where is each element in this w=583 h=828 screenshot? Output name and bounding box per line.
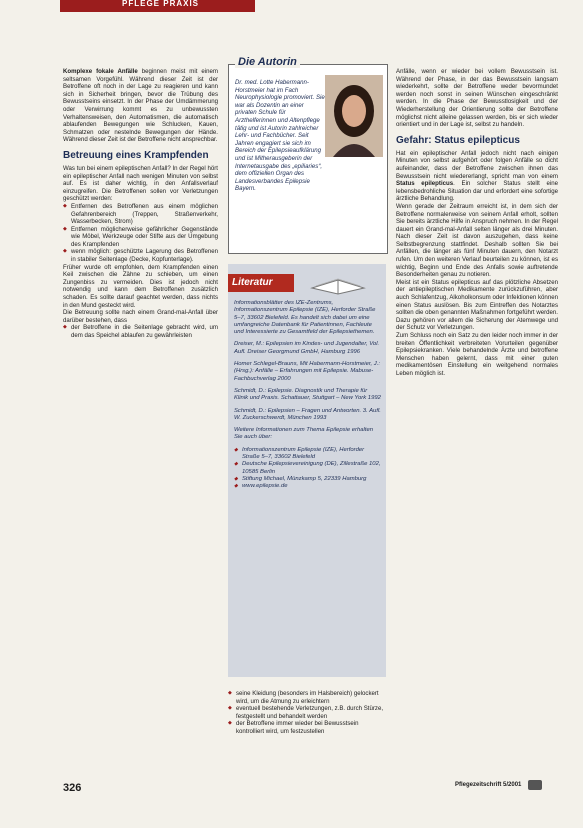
list-item: ◆ Stiftung Michael, Münzkamp 5, 22339 Hamburg [234,476,382,483]
paragraph: Meist ist ein Status epilepticus auf das plötzliche Absetzen der antiepileptischen Medikamente zurückzuführen, aber auch Schlafentzug, Alkoholkonsum oder Infektionen können einen Status auslösen. Bis zum Eintreffen des Notarztes sollten die oben genannten Maßnahmen fortgeführt werden. Dazu gehören vor allem die Sicherung der Atemwege und der Schutz vor Verletzungen. [396,278,558,332]
open-book-icon [308,266,368,296]
literature-list [234,300,382,491]
journal-logo-icon [528,780,542,790]
bullet-list [228,690,386,736]
literature-entry: Dreiser, M.: Epilepsien im Kindes- und Jugendalter, Vol. Aufl. Dreiser Georgmund GmbH, Hamburg 1996 [234,341,380,355]
paragraph: Wenn gerade der Zeitraum erreicht ist, in dem sich der Betroffene normalerweise von seinem Anfall erholt, sollten Sie bereits ärztliche Hilfe in Anspruch nehmen. In der Regel dauert ein Grand-mal-Anfall selten länger als drei Minuten. Nach dieser Zeit ist davon auszugehen, dass keine Selbstbegrenzung stattfindet. Deshalb sollten Sie bei Anfällen, die länger als fünf Minuten dauern, den Notarzt rufen. Um den weiteren Verlauf beurteilen zu können, ist es wichtig, Beginn und Ende des Anfalls sowie auftretende Besonderheiten genau zu notieren. [396,202,558,279]
author-bio: Dr. med. Lotte Habermann-Horstmeier hat im Fach Neurophysiologie promoviert. Sie war als Dozentin an einer privaten Schule für Arzthelferinnen und Altenpflege tätig und ist Autorin zahlreicher Lehr- und Fachbücher. Seit Jahren engagiert sie sich im Bereich der Epilepsieaufklärung und ist Mitherausgeberin der Internetausgabe des „epiliaries“, dem offiziellen Organ des Landesverbandes Epilepsie Bayern. [235,79,325,193]
paragraph: Zum Schluss noch ein Satz zu den leider noch immer in der breiten Öffentlichkeit verbreiteten Vorurteilen gegenüber Epilepsiekranken. Viele behandelnde Ärzte und betroffene Menschen haben gelernt, dass mit einer guten medikamentösen Einstellung ein weitgehend normales Leben möglich ist. [396,332,558,377]
portrait-image [325,75,383,157]
list-item: ◆ wenn möglich: geschützte Lagerung des Betroffenen in stabiler Seitenlage (Decke, Kopfunterlage). [63,248,218,263]
section-heading: Betreuung eines Krampfenden [63,149,209,161]
literature-tab: Literatur [228,274,294,292]
bold-term: Status epilepticus [396,180,454,188]
author-label: Die Autorin [235,56,300,68]
header-band [60,0,255,12]
literature-entry: Schmidt, D.: Epilepsien – Fragen und Antworten. 3. Aufl. W. Zuckerschwerdt, München 1993 [234,407,381,421]
journal-title: Pflegezeitschrift 5/2001 [455,782,522,788]
contact-list [234,447,382,491]
literature-entry: Schmidt, D.: Epilepsie. Diagnostik und Therapie für Klinik und Praxis. Schattauer, Stuttgart – New York 1992 [234,387,381,402]
literature-entry: Informationsblätter des IZE-Zentrums, Informationszentrum Epilepsie (IZE), Herforder Straße 5–7, 33602 Bielefeld. Es handelt sich dabei um eine umfangreiche Datenbank für Patientinnen, Fachleute und Interessierte zu Gesamtfeld der Epilepsiethemen. [234,300,376,336]
bold-lead: Komplexe fokale Anfälle [63,68,138,75]
literature-entry: Weitere Informationen zum Thema Epilepsie erhalten Sie auch über: [234,427,374,441]
list-item: ◆ der Betroffene in die Seitenlage gebracht wird, um dem das Speichel ablaufen zu gewährleisten [63,324,218,339]
section-heading: Gefahr: Status epilepticus [396,134,520,146]
list-item: ◆ seine Kleidung (besonders im Halsbereich) gelockert wird, um die Atmung zu erleichtern [228,690,386,705]
list-item: ◆ Deutsche Epilepsievereinigung (DE), Zillestraße 102, 10585 Berlin [234,461,382,476]
list-item: ◆ www.epilepsie.de [234,483,382,490]
paragraph [396,150,558,203]
column-left [63,68,218,340]
author-photo [325,75,383,157]
paragraph [63,68,218,144]
header-band-text: PFLEGE PRAXIS [122,0,200,8]
literature-entry: Homer Schlegel-Brauns, Mit Habermann-Horstmeier, J.: (Hrsg.): Anfälle – Erfahrungen mit Epilepsie. Mabuse-Fachbuchverlag 2000 [234,361,381,382]
list-item: ◆ der Betroffene immer wieder bei Bewusstsein kontrolliert wird, um festzustellen [228,720,386,735]
list-item: ◆ Entfernen des Betroffenen aus einem möglichen Gefahrenbereich (Treppen, Straßenverkehr, Wasserbecken, Strom) [63,203,218,226]
page-number: 326 [63,782,82,794]
paragraph: Was tun bei einem epileptischen Anfall? In der Regel hört ein epileptischer Anfall nach wenigen Minuten von selbst auf. Es ist daher wichtig, in den Anfallsverlauf einzugreifen. Die Betroffenen sollen vor Verletzungen geschützt werden: [63,164,218,203]
bullet-list [63,324,218,339]
literature-box [228,264,386,677]
column-right [396,68,558,378]
paragraph: Früher wurde oft empfohlen, dem Krampfenden einen Keil zwischen die Zähne zu schieben, um einen Zungenbiss zu vermeiden. Dies ist jedoch nicht notwendig und kann dem Betroffenen zusätzlich schaden. Es sollte darauf geachtet werden, dass nichts in den Mund gesteckt wird. [63,263,218,309]
paragraph: Anfälle, wenn er wieder bei vollem Bewusstsein ist. Während der Phase, in der das Bewusstsein langsam wiederkehrt, sollte der Betroffene weder bevormundet werden noch sonst in seinen Wünschen eingeschränkt werden. In die Phase der Bewusstlosigkeit und der Wiederherstellung der Orientierung sollte der Betroffene möglichst nicht alleine gelassen werden, bis er sich wieder orientiert und in der Lage ist, selbst zu handeln. [396,68,558,129]
list-item: ◆ eventuell bestehende Verletzungen, z.B. durch Stürze, festgestellt und behandelt werden [228,705,386,720]
list-item: ◆ Informationszentrum Epilepsie (IZE), Herforder Straße 5–7, 33602 Bielefeld [234,447,382,462]
paragraph-text: beginnen meist mit einem seltsamen Vorgefühl. Während dieser Zeit ist der Betroffene oft noch in der Lage zu reagieren und kann sich in Sicherheit bringen, bevor die Trübung des Bewusstseins einsetzt. In der Phase der Umdämmerung oder Verwirrung kommt es zu unbewussten Verhaltensweisen, den Automatismen, die automatisch ablaufenden Bewegungen wie Schlucken, Kauen, Schmatzen oder nestelnde Bewegungen der Hände. Während dieser Zeit ist der Betroffene nicht ansprechbar. [63,68,218,144]
paragraph-text: . Ein solcher Status stellt eine lebensbedrohliche Situation dar und erfordert eine sofortige ärztliche Behandlung. [396,180,558,203]
paragraph: Die Betreuung sollte nach einem Grand-mal-Anfall über darüber bestehen, dass [63,309,218,324]
paragraph-text: Hat ein epileptischer Anfall jedoch nicht nach einigen Minuten von selbst aufgehört oder folgen Anfälle so dicht aufeinander, dass der Betroffene zwischen ihnen das Bewusstsein nicht wiedererlangt, spricht man von einem [396,149,558,180]
list-item: ◆ Entfernen möglicherweise gefährlicher Gegenstände wie Möbel, Werkzeuge oder Stifte aus der Umgebung des Krampfenden [63,226,218,249]
bullet-list [63,203,218,264]
author-box [228,56,388,254]
column-middle-text [228,690,386,736]
